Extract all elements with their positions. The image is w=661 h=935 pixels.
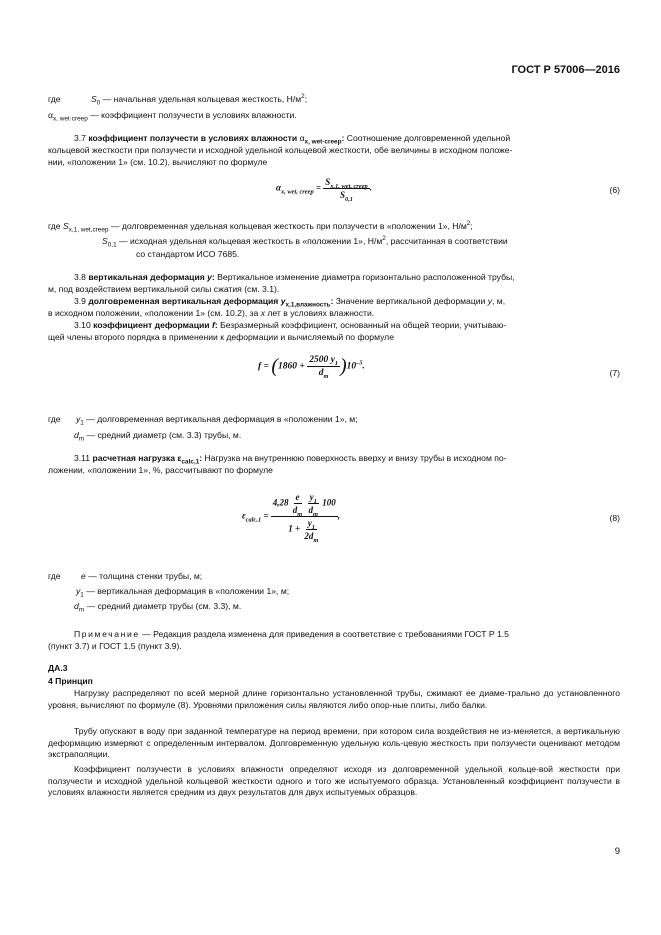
formula-7-numerator bbox=[307, 355, 340, 367]
formula-7-pow-base: 10 bbox=[346, 361, 357, 372]
section-3-8-symbol: y bbox=[207, 272, 212, 282]
section-3-10-line2: щей члены второго порядка в применении к деформации и вычисляемый по формуле bbox=[48, 332, 394, 342]
formula-8-frac2-den-sub: m bbox=[313, 510, 318, 518]
principle-paragraph-2: Трубу опускают в воду при заданной температуре на период времени, при котором сила воздействия не из-меняется, а вертикальную деформацию измеряют с определенным интервалом. Долговременную удельную коль-цевую жесткость при ползучести оценивают методом экстраполяции. bbox=[48, 726, 620, 760]
section-3-9-term: долговременная вертикальная деформация bbox=[88, 296, 281, 306]
y1-subscript-2: 1 bbox=[80, 591, 84, 599]
formula-8-frac2-num-symbol: y bbox=[309, 492, 314, 502]
formula-7-num-text: 2500 y bbox=[309, 355, 335, 365]
formula-8-hundred: 100 bbox=[322, 497, 336, 508]
section-3-10-symbol: f bbox=[211, 320, 215, 330]
section-3-9-subscript: x,1,влажность bbox=[285, 301, 331, 309]
formula-8-frac3-num-sub: 1 bbox=[311, 523, 315, 531]
s0-superscript: 2 bbox=[301, 93, 305, 101]
formula-8-frac3-num bbox=[306, 518, 317, 530]
formula-8-lhs-sub: calc,1 bbox=[245, 516, 262, 524]
formula-6-den-sub: 0,1 bbox=[345, 195, 354, 203]
section-3-10-number: 3.10 bbox=[74, 320, 94, 330]
dm-symbol: d bbox=[74, 430, 79, 440]
formula-8-frac3 bbox=[302, 518, 320, 544]
section-3-11-line1-rest: Нагрузка на внутреннюю поверхность вверху и внизу трубы в исходном по- bbox=[202, 453, 507, 463]
formula-7-pow-exp: –5 bbox=[356, 359, 363, 367]
formula-7-den-sub: m bbox=[323, 372, 329, 380]
section-3-9-line2 bbox=[48, 308, 374, 320]
s0-subscript: 0 bbox=[96, 99, 101, 107]
section-3-10-line1-rest: Безразмерный коэффициент, основанный на общей теории, учитываю- bbox=[217, 320, 507, 330]
note-line2: (пункт 3.7) и ГОСТ 1.5 (пункт 3.9). bbox=[48, 641, 182, 651]
formula-8-frac2-num bbox=[308, 492, 319, 504]
dm-subscript: m bbox=[78, 435, 85, 443]
y1-symbol: y bbox=[76, 414, 81, 424]
formula-6-num-sub: x,1, wet, creep bbox=[330, 182, 368, 190]
formula-8-coef: 4,28 bbox=[272, 497, 289, 508]
section-3-10-line1 bbox=[74, 320, 506, 332]
section-3-7-line1 bbox=[74, 133, 510, 145]
formula-8-frac2 bbox=[307, 492, 320, 518]
formula-8-main-numerator bbox=[271, 492, 338, 517]
formula-6-num-symbol: S bbox=[325, 177, 331, 187]
formula-8 bbox=[242, 492, 340, 544]
section-3-9-number: 3.9 bbox=[74, 296, 89, 306]
formula-6-eq: = bbox=[313, 182, 324, 193]
formula-8-lhs: ε bbox=[242, 510, 246, 521]
alpha-definition bbox=[48, 110, 297, 122]
where2-label: где bbox=[48, 221, 63, 231]
formula-8-tail: , bbox=[337, 510, 340, 521]
s1-symbol: S bbox=[62, 221, 69, 231]
alpha-subscript: x, wet·creep bbox=[52, 115, 88, 123]
note-line1-text: — Редакция раздела изменена для приведения в соответствие с требованиями ГОСТ Р 1.5 bbox=[139, 629, 509, 639]
dm-symbol-2: d bbox=[74, 601, 79, 611]
note-line1 bbox=[74, 629, 509, 641]
formula-8-frac3-den bbox=[302, 530, 320, 544]
s1-definition bbox=[48, 221, 473, 233]
formula-8-frac1 bbox=[291, 492, 304, 518]
s01-subscript: 0,1 bbox=[107, 241, 117, 249]
where4-label: где bbox=[48, 571, 61, 581]
section-3-9-line1 bbox=[74, 296, 505, 308]
formula-8-frac2-den-symbol: d bbox=[308, 505, 314, 515]
page-number: 9 bbox=[614, 846, 620, 857]
section-3-9-line1-rest: Значение вертикальной деформации bbox=[333, 296, 488, 306]
section-3-8-term: вертикальная деформация bbox=[88, 272, 208, 282]
formula-8-main-denominator bbox=[286, 517, 322, 544]
formula-6-number: (6) bbox=[609, 185, 620, 195]
formula-8-frac1-den-symbol: d bbox=[292, 505, 298, 515]
section-3-7-term: коэффициент ползучести в условиях влажности bbox=[88, 133, 300, 143]
where3-label: где bbox=[48, 414, 61, 424]
section-3-7-term-symbol: α bbox=[299, 133, 305, 143]
formula-8-frac2-den bbox=[307, 504, 320, 518]
s01-definition bbox=[102, 236, 508, 248]
section-3-7-term-subscript: x, wet·creep bbox=[304, 138, 342, 146]
e-symbol: e bbox=[81, 571, 86, 581]
section-3-9-colon: : bbox=[330, 296, 334, 306]
formula-6-tail: . bbox=[369, 182, 372, 193]
dm-subscript-2: m bbox=[78, 606, 85, 614]
formula-8-den-a: 1 + bbox=[288, 523, 303, 534]
formula-7-number: (7) bbox=[609, 368, 620, 378]
formula-7-open: ( bbox=[271, 355, 279, 377]
s1-text: — долговременная удельная кольцевая жесткость при ползучести в «положении 1», Н/м bbox=[108, 221, 467, 231]
section-3-11-subscript: calc,1 bbox=[181, 458, 200, 466]
s0-symbol: S bbox=[91, 94, 97, 104]
section-3-8-line1-rest: Вертикальное изменение диаметра горизонтально расположенной трубы, bbox=[214, 272, 515, 282]
formula-6-numerator bbox=[323, 177, 369, 189]
section-3-10-colon: : bbox=[214, 320, 218, 330]
formula-6-denominator bbox=[338, 189, 355, 203]
s0-end: ; bbox=[304, 94, 308, 104]
s01-line1: — исходная удельная кольцевая жесткость в «положении 1», Н/м bbox=[116, 236, 383, 246]
section-3-11-symbol: ε bbox=[177, 453, 182, 463]
y1-text: — долговременная вертикальная деформация в «положении 1», м; bbox=[83, 414, 358, 424]
formula-7-num-sub: 1 bbox=[334, 359, 338, 367]
section-3-11-line2: ложении, «положении 1», %, рассчитывают по формуле bbox=[48, 465, 273, 475]
formula-8-frac3-den-sub: m bbox=[313, 536, 319, 544]
section-3-8-colon: : bbox=[211, 272, 215, 282]
s1-end: ; bbox=[470, 221, 473, 231]
formula-7 bbox=[258, 355, 365, 378]
section-3-10-term: коэффициент деформации bbox=[93, 320, 212, 330]
s1-superscript: 2 bbox=[466, 220, 471, 228]
formula-8-frac3-num-symbol: y bbox=[307, 518, 312, 528]
section-3-9-line2-x: x bbox=[260, 308, 266, 318]
s01-superscript: 2 bbox=[382, 235, 386, 243]
section-3-7-line3: нии, «положении 1» (см. 10.2), вычисляют по формуле bbox=[48, 157, 268, 167]
section-3-7-line2: кольцевой жесткости при ползучести и исходной удельной кольцевой жесткости, обе величины в исходном положе- bbox=[48, 145, 513, 155]
s0-text: — начальная удельная кольцевая жесткость, Н/м bbox=[100, 94, 302, 104]
principle-heading: 4 Принцип bbox=[48, 676, 93, 686]
section-3-11-colon: : bbox=[199, 453, 203, 463]
formula-7-den-text: d bbox=[318, 368, 324, 378]
section-3-7-colon: : bbox=[341, 133, 345, 143]
y1-symbol-2: y bbox=[76, 586, 81, 596]
section-3-9-symbol: y bbox=[280, 296, 286, 306]
section-3-11-number: 3.11 bbox=[74, 453, 93, 463]
formula-7-denominator bbox=[317, 367, 331, 378]
section-3-9-line2-b: лет в условиях влажности. bbox=[265, 308, 375, 318]
formula-8-frac1-den bbox=[291, 504, 304, 518]
s1-subscript: x,1, wet,creep bbox=[68, 226, 109, 234]
s0-definition bbox=[91, 94, 307, 106]
s01-symbol: S bbox=[102, 236, 108, 246]
formula-6 bbox=[276, 177, 372, 203]
section-3-8-number: 3.8 bbox=[74, 272, 89, 282]
formula-8-frac3-den-symbol: 2d bbox=[304, 531, 314, 541]
section-3-8-line1 bbox=[74, 272, 515, 284]
formula-7-tail: . bbox=[362, 361, 365, 372]
note-label: Примечание bbox=[74, 629, 140, 639]
y1-subscript: 1 bbox=[80, 419, 84, 427]
where-label: где bbox=[48, 94, 61, 104]
formula-7-lhs: f bbox=[258, 361, 262, 372]
s01-line2: со стандартом ИСО 7685. bbox=[136, 249, 240, 259]
formula-7-eq: = bbox=[261, 361, 272, 372]
principle-paragraph-1: Нагрузку распределяют по всей мерной длине горизонтально установленной трубы, сжимают ее диаме-трально до установленного уровня, вычисляют по формуле (8). Уровнями приложения силы являются либо опор-ные плиты, либо балки. bbox=[48, 688, 620, 710]
section-3-9-line1-y: y bbox=[487, 296, 493, 306]
formula-8-main-fraction bbox=[271, 492, 338, 544]
formula-8-eq: = bbox=[261, 510, 271, 521]
alpha-text: — коэффициент ползучести в условиях влажности. bbox=[87, 110, 297, 120]
dm-text: — средний диаметр (см. 3.3) трубы, м. bbox=[84, 430, 242, 440]
e-text: — толщина стенки трубы, м; bbox=[85, 571, 203, 581]
formula-8-number: (8) bbox=[609, 513, 620, 523]
section-3-7-number: 3.7 bbox=[74, 133, 89, 143]
section-3-11-term: расчетная нагрузка bbox=[92, 453, 178, 463]
formula-7-fraction bbox=[307, 355, 340, 378]
y1-text-2: — вертикальная деформация в «положении 1», м; bbox=[83, 586, 290, 596]
e-definition bbox=[81, 571, 202, 583]
section-3-7-line1-rest: Соотношение долговременной удельной bbox=[344, 133, 511, 143]
dm-definition bbox=[74, 430, 241, 442]
principle-paragraph-3: Коэффициент ползучести в условиях влажности определяют исходя из долговременной удельной кольце-вой жесткости при ползучести и исходной удельной кольцевой жесткости одного и того же испытуемого образца. Установленный коэффициент ползучести в условиях влажности является средним из двух результатов для двух испытуемых образцов. bbox=[48, 764, 620, 798]
s01-line1-end: , рассчитанная в соответствии bbox=[385, 236, 508, 246]
formula-7-a: 1860 + bbox=[278, 361, 308, 372]
formula-6-lhs-sub: x, wet, creep bbox=[280, 188, 314, 196]
dm-definition-2 bbox=[74, 601, 241, 613]
section-3-9-line1-end: , м, bbox=[492, 296, 506, 306]
formula-8-frac1-num: e bbox=[295, 492, 300, 502]
formula-8-frac2-num-sub: 1 bbox=[313, 497, 317, 505]
formula-7-close: ) bbox=[339, 355, 347, 377]
formula-6-lhs: α bbox=[276, 182, 281, 193]
section-3-11-line1 bbox=[74, 453, 507, 465]
dm-text-2: — средний диаметр трубы (см. 3.3), м. bbox=[84, 601, 242, 611]
formula-8-frac1-den-sub: m bbox=[297, 510, 303, 518]
section-3-9-line2-a: в исходном положении, «положении 1» (см. 10.2), за bbox=[48, 308, 261, 318]
y1-definition bbox=[76, 414, 358, 426]
y1-definition-2 bbox=[76, 586, 289, 598]
formula-6-den-symbol: S bbox=[340, 190, 346, 200]
document-number-header: ГОСТ Р 57006—2016 bbox=[511, 64, 620, 76]
formula-6-fraction bbox=[323, 177, 369, 203]
section-3-8-line2: м, под воздействием вертикальной силы сжатия (см. 3.1). bbox=[48, 284, 280, 294]
alpha-symbol: α bbox=[48, 110, 53, 120]
annex-heading-da3: ДА.3 bbox=[48, 663, 68, 673]
